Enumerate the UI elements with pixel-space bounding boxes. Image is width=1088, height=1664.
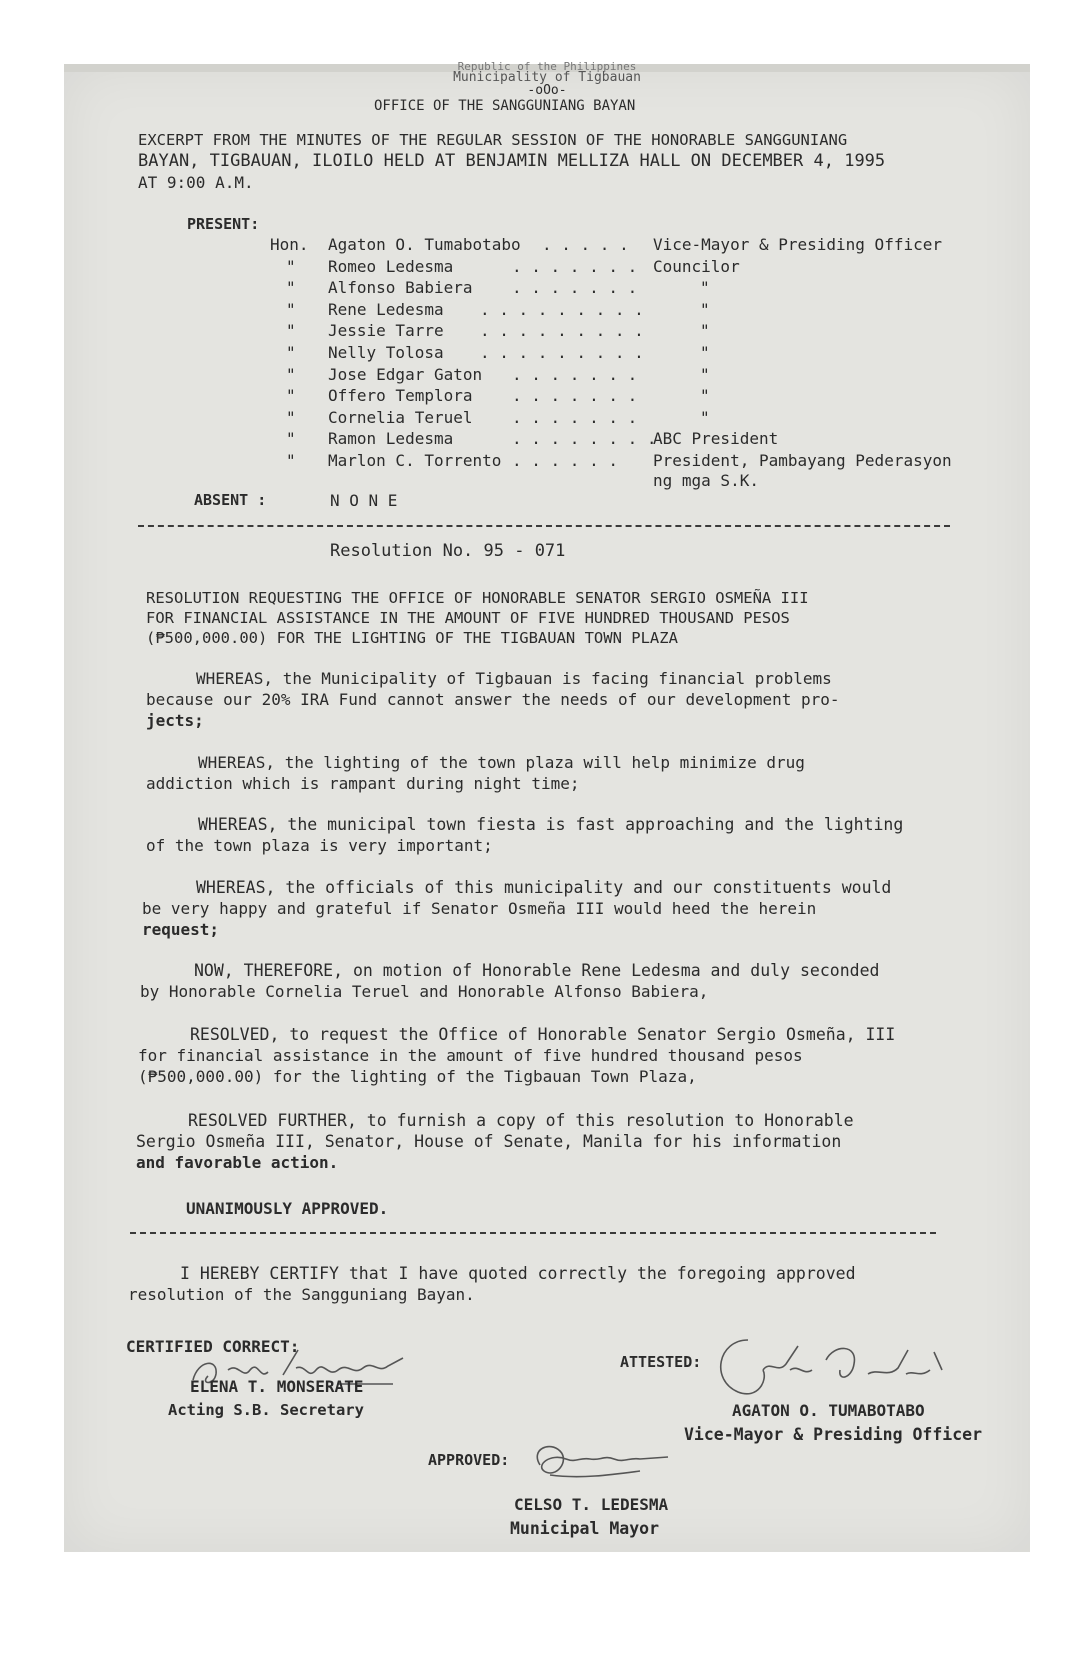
member-dots: . . . . .: [542, 235, 629, 254]
separator-line-2: [130, 1232, 936, 1234]
member-prefix: ": [286, 321, 296, 340]
now-therefore-line-1: NOW, THEREFORE, on motion of Honorable Rene Ledesma and duly seconded: [194, 961, 880, 980]
member-name: Agaton O. Tumabotabo: [328, 235, 521, 254]
resolution-title-line-1: RESOLUTION REQUESTING THE OFFICE OF HONORABLE SENATOR SERGIO OSMEÑA III: [146, 589, 809, 607]
member-prefix: ": [286, 300, 296, 319]
resolved-further-line-1: RESOLVED FURTHER, to furnish a copy of this resolution to Honorable: [188, 1111, 854, 1130]
member-role-continuation: ng mga S.K.: [653, 471, 759, 490]
member-prefix: ": [286, 278, 296, 297]
member-name: Rene Ledesma: [328, 300, 444, 319]
resolved-further-line-3: and favorable action.: [136, 1153, 339, 1172]
member-role: ": [700, 321, 710, 340]
member-dots: . . . . . . .: [512, 408, 638, 427]
absent-value: N O N E: [330, 491, 398, 510]
member-name: Cornelia Teruel: [328, 408, 473, 427]
whereas-4-line-3: request;: [142, 920, 220, 939]
member-name: Romeo Ledesma: [328, 257, 454, 276]
resolved-line-2: for financial assistance in the amount of five hundred thousand pesos: [138, 1046, 803, 1065]
member-prefix: ": [286, 408, 296, 427]
whereas-4-line-2: be very happy and grateful if Senator Osmeña III would heed the herein: [142, 899, 817, 918]
member-prefix: ": [286, 451, 296, 470]
excerpt-line-3: AT 9:00 A.M.: [138, 173, 254, 192]
resolution-number: Resolution No. 95 - 071: [330, 541, 566, 561]
member-prefix: ": [286, 343, 296, 362]
member-prefix: ": [286, 386, 296, 405]
whereas-1-line-2: because our 20% IRA Fund cannot answer the needs of our development pro-: [146, 690, 840, 709]
present-label: PRESENT:: [187, 215, 260, 233]
approved-label: APPROVED:: [428, 1451, 510, 1469]
whereas-3-line-2: of the town plaza is very important;: [146, 836, 493, 855]
member-name: Offero Templora: [328, 386, 473, 405]
resolved-further-line-2: Sergio Osmeña III, Senator, House of Senate, Manila for his information: [136, 1132, 842, 1151]
mayor-title: Municipal Mayor: [510, 1519, 660, 1538]
member-role: ": [700, 278, 710, 297]
member-role: ABC President: [653, 429, 779, 448]
certify-line-2: resolution of the Sangguniang Bayan.: [128, 1285, 475, 1304]
member-dots: . . . . . .: [512, 451, 618, 470]
attested-label: ATTESTED:: [620, 1353, 702, 1371]
member-role: President, Pambayang Pederasyon: [653, 451, 952, 470]
member-role: Vice-Mayor & Presiding Officer: [653, 235, 942, 254]
vice-mayor-title: Vice-Mayor & Presiding Officer: [684, 1425, 983, 1444]
secretary-title: Acting S.B. Secretary: [168, 1401, 364, 1419]
mayor-signature: [520, 1435, 680, 1485]
now-therefore-line-2: by Honorable Cornelia Teruel and Honorable Alfonso Babiera,: [140, 982, 709, 1001]
separator-line: [138, 525, 950, 527]
member-name: Marlon C. Torrento: [328, 451, 502, 470]
member-role: ": [700, 365, 710, 384]
member-role: ": [700, 300, 710, 319]
vice-mayor-signature: [708, 1330, 968, 1410]
excerpt-line-2: BAYAN, TIGBAUAN, ILOILO HELD AT BENJAMIN MELLIZA HALL ON DECEMBER 4, 1995: [138, 151, 886, 171]
member-prefix: ": [286, 365, 296, 384]
member-dots: . . . . . . .: [512, 257, 638, 276]
header-office: OFFICE OF THE SANGGUNIANG BAYAN: [374, 98, 636, 114]
header-ornament: -oOo-: [527, 83, 567, 98]
whereas-2-line-2: addiction which is rampant during night time;: [146, 774, 580, 793]
header-republic: Republic of the Philippines: [457, 60, 637, 73]
resolved-line-1: RESOLVED, to request the Office of Honorable Senator Sergio Osmeña, III: [190, 1025, 896, 1044]
member-name: Alfonso Babiera: [328, 278, 473, 297]
unanimously-approved: UNANIMOUSLY APPROVED.: [186, 1199, 389, 1218]
member-dots: . . . . . . .: [512, 386, 638, 405]
whereas-2-line-1: WHEREAS, the lighting of the town plaza will help minimize drug: [198, 753, 805, 772]
member-name: Jessie Tarre: [328, 321, 444, 340]
whereas-3-line-1: WHEREAS, the municipal town fiesta is fast approaching and the lighting: [198, 815, 904, 834]
member-name: Nelly Tolosa: [328, 343, 444, 362]
member-dots: . . . . . . . . .: [480, 343, 644, 362]
member-prefix: ": [286, 257, 296, 276]
mayor-name: CELSO T. LEDESMA: [514, 1495, 669, 1514]
whereas-4-line-1: WHEREAS, the officials of this municipality and our constituents would: [196, 878, 892, 897]
member-prefix: ": [286, 429, 296, 448]
member-role: ": [700, 386, 710, 405]
member-dots: . . . . . . . .: [512, 429, 657, 448]
member-role: ": [700, 408, 710, 427]
member-dots: . . . . . . . . .: [480, 321, 644, 340]
excerpt-line-1: EXCERPT FROM THE MINUTES OF THE REGULAR SESSION OF THE HONORABLE SANGGUNIANG: [138, 131, 848, 149]
whereas-1-line-3: jects;: [146, 711, 204, 730]
member-dots: . . . . . . .: [512, 365, 638, 384]
member-name: Jose Edgar Gaton: [328, 365, 483, 384]
member-dots: . . . . . . . . .: [480, 300, 644, 319]
member-dots: . . . . . . .: [512, 278, 638, 297]
resolution-title-line-2: FOR FINANCIAL ASSISTANCE IN THE AMOUNT OF FIVE HUNDRED THOUSAND PESOS: [146, 609, 790, 627]
resolved-line-3: (₱500,000.00) for the lighting of the Tigbauan Town Plaza,: [138, 1067, 697, 1086]
whereas-1-line-1: WHEREAS, the Municipality of Tigbauan is facing financial problems: [196, 669, 832, 688]
absent-label: ABSENT :: [194, 491, 267, 509]
member-prefix: Hon.: [270, 235, 309, 254]
member-role: Councilor: [653, 257, 740, 276]
resolution-title-line-3: (₱500,000.00) FOR THE LIGHTING OF THE TIGBAUAN TOWN PLAZA: [146, 629, 678, 647]
certified-correct-label: CERTIFIED CORRECT:: [126, 1337, 300, 1356]
secretary-name: ELENA T. MONSERATE: [190, 1377, 364, 1396]
member-name: Ramon Ledesma: [328, 429, 454, 448]
certify-line-1: I HEREBY CERTIFY that I have quoted correctly the foregoing approved: [180, 1264, 856, 1283]
member-role: ": [700, 343, 710, 362]
vice-mayor-name: AGATON O. TUMABOTABO: [732, 1401, 925, 1420]
header-municipality: Municipality of Tigbauan: [453, 70, 641, 85]
